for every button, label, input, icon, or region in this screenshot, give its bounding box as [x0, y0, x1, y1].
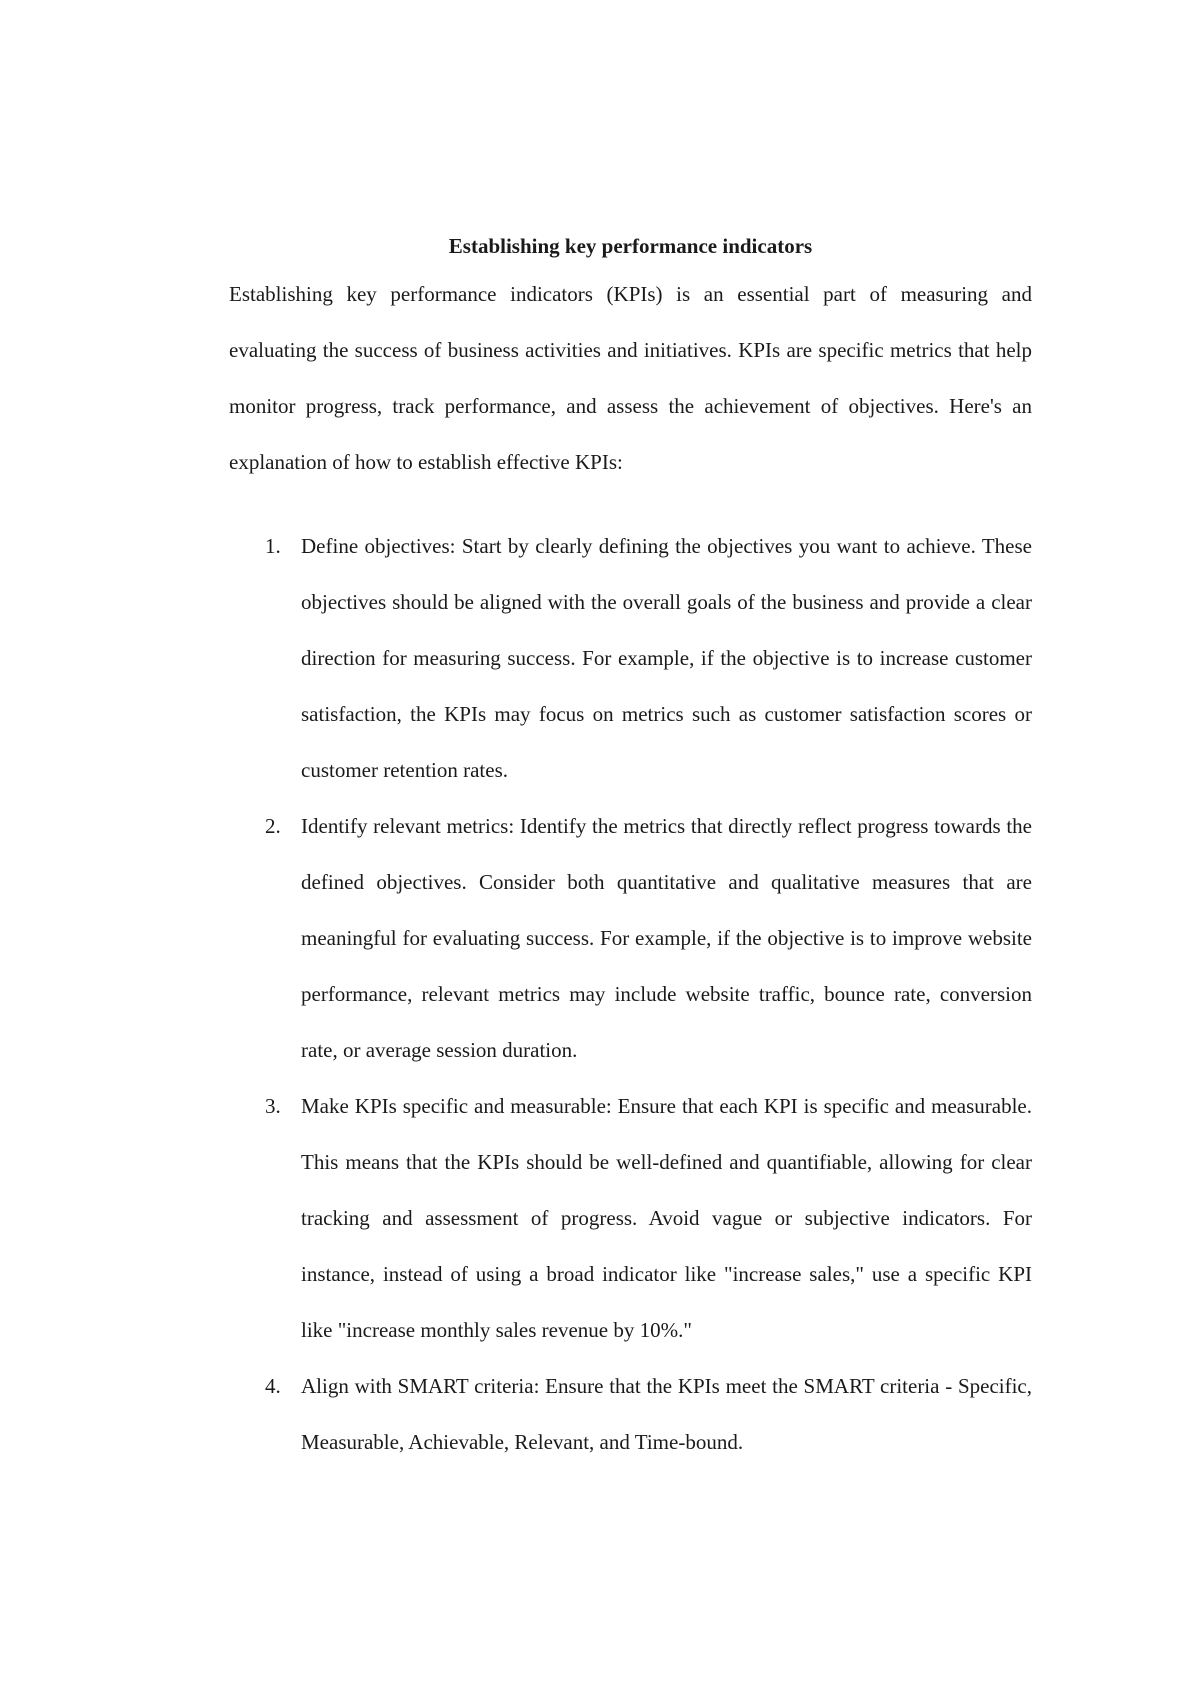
list-item-text: Make KPIs specific and measurable: Ensure that each KPI is specific and measurable. This means that the KPIs should be well-defined and quantifiable, allowing for clear tracking and assessment of progress. Avoid vague or subjective indicators. For instance, instead of using a broad indicator like "increase sales," use a specific KPI like "increase monthly sales revenue by 10%."	[301, 1094, 1032, 1342]
list-item-number: 3.	[265, 1094, 281, 1118]
list-item-number: 1.	[265, 534, 281, 558]
list-item	[229, 518, 1032, 798]
document-title: Establishing key performance indicators	[448, 234, 813, 258]
list-item	[229, 1358, 1032, 1470]
steps-list	[229, 518, 1032, 1470]
document-body	[229, 226, 1032, 1470]
list-item-number: 4.	[265, 1374, 281, 1398]
intro-paragraph: Establishing key performance indicators (KPIs) is an essential part of measuring and evaluating the success of business activities and initiatives. KPIs are specific metrics that help monitor progress, track performance, and assess the achievement of objectives. Here's an explanation of how to establish effective KPIs:	[229, 282, 1032, 474]
list-item-text: Identify relevant metrics: Identify the metrics that directly reflect progress towards the defined objectives. Consider both quantitative and qualitative measures that are meaningful for evaluating success. For example, if the objective is to improve website performance, relevant metrics may include website traffic, bounce rate, conversion rate, or average session duration.	[301, 814, 1032, 1062]
list-item-number: 2.	[265, 814, 281, 838]
list-item-text: Define objectives: Start by clearly defining the objectives you want to achieve. These objectives should be aligned with the overall goals of the business and provide a clear direction for measuring success. For example, if the objective is to increase customer satisfaction, the KPIs may focus on metrics such as customer satisfaction scores or customer retention rates.	[301, 534, 1032, 782]
list-item	[229, 1078, 1032, 1358]
list-item-text: Align with SMART criteria: Ensure that the KPIs meet the SMART criteria - Specific, Measurable, Achievable, Relevant, and Time-bound.	[301, 1374, 1032, 1454]
list-item	[229, 798, 1032, 1078]
